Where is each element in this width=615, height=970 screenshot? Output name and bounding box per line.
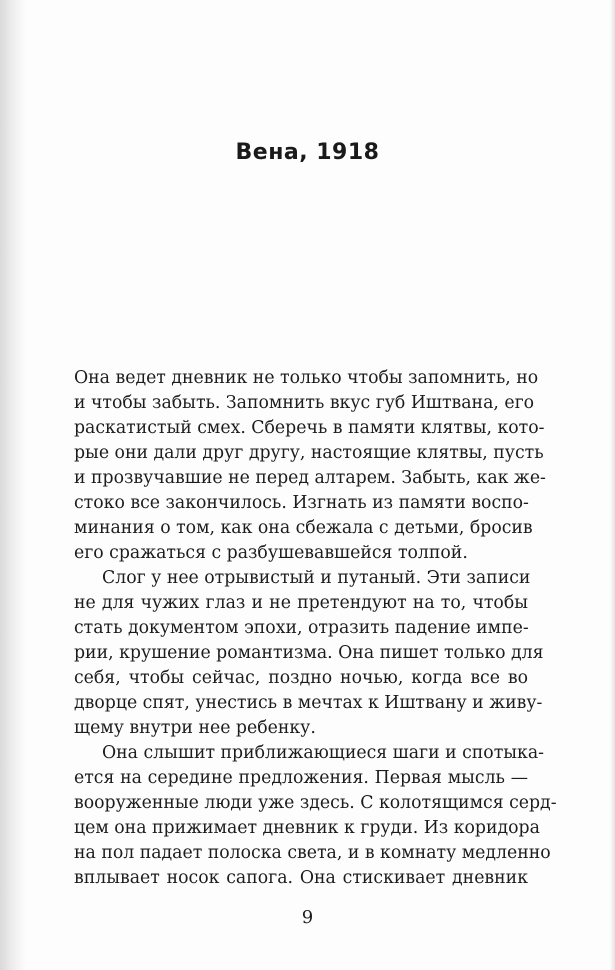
text-line: не для чужих глаз и не претендуют на то, чтобы <box>74 593 528 613</box>
text-line: раскатистый смех. Сберечь в памяти клятвы, кото- <box>74 418 545 438</box>
paragraph-2 <box>74 566 544 741</box>
text-line: его сражаться с разбушевавшейся толпой. <box>74 543 468 563</box>
text-line: Слог у нее отрывистый и путаный. Эти записи <box>102 568 531 588</box>
text-line: стать документом эпохи, отразить падение импе- <box>74 618 529 638</box>
text-line: на пол падает полоска света, и в комнату медленно <box>74 843 551 863</box>
text-line: минания о том, как она сбежала с детьми, бросив <box>74 518 533 538</box>
text-line: Она слышит приближающиеся шаги и спотыка- <box>102 743 544 763</box>
paragraph-1 <box>74 366 546 566</box>
text-line: Она ведет дневник не только чтобы запомнить, но <box>74 368 539 388</box>
body-text <box>74 366 557 891</box>
text-line: рии, крушение романтизма. Она пишет только для <box>74 643 544 663</box>
text-line: себя, чтобы сейчас, поздно ночью, когда все во <box>74 668 528 688</box>
text-line: вооруженные люди уже здесь. С колотящимся серд- <box>74 793 557 813</box>
text-line: рые они дали друг другу, настоящие клятвы, пусть <box>74 443 544 463</box>
text-line: щему внутри нее ребенку. <box>74 718 316 738</box>
page-number: 9 <box>301 907 314 928</box>
text-line: и чтобы забыть. Запомнить вкус губ Иштвана, его <box>74 393 535 413</box>
text-line: и прозвучавшие не перед алтарем. Забыть, как же- <box>74 468 546 488</box>
paragraph-3 <box>74 741 557 891</box>
chapter-title: Вена, 1918 <box>235 140 380 165</box>
text-line: стоко все закончилось. Изгнать из памяти воспо- <box>74 493 529 513</box>
text-line: дворце спят, унестись в мечтах к Иштвану и живу- <box>74 693 543 713</box>
text-line: ется на середине предложения. Первая мысль — <box>74 768 528 788</box>
text-line: вплывает носок сапога. Она стискивает дневник <box>74 868 528 888</box>
text-line: цем она прижимает дневник к груди. Из коридора <box>74 818 540 838</box>
